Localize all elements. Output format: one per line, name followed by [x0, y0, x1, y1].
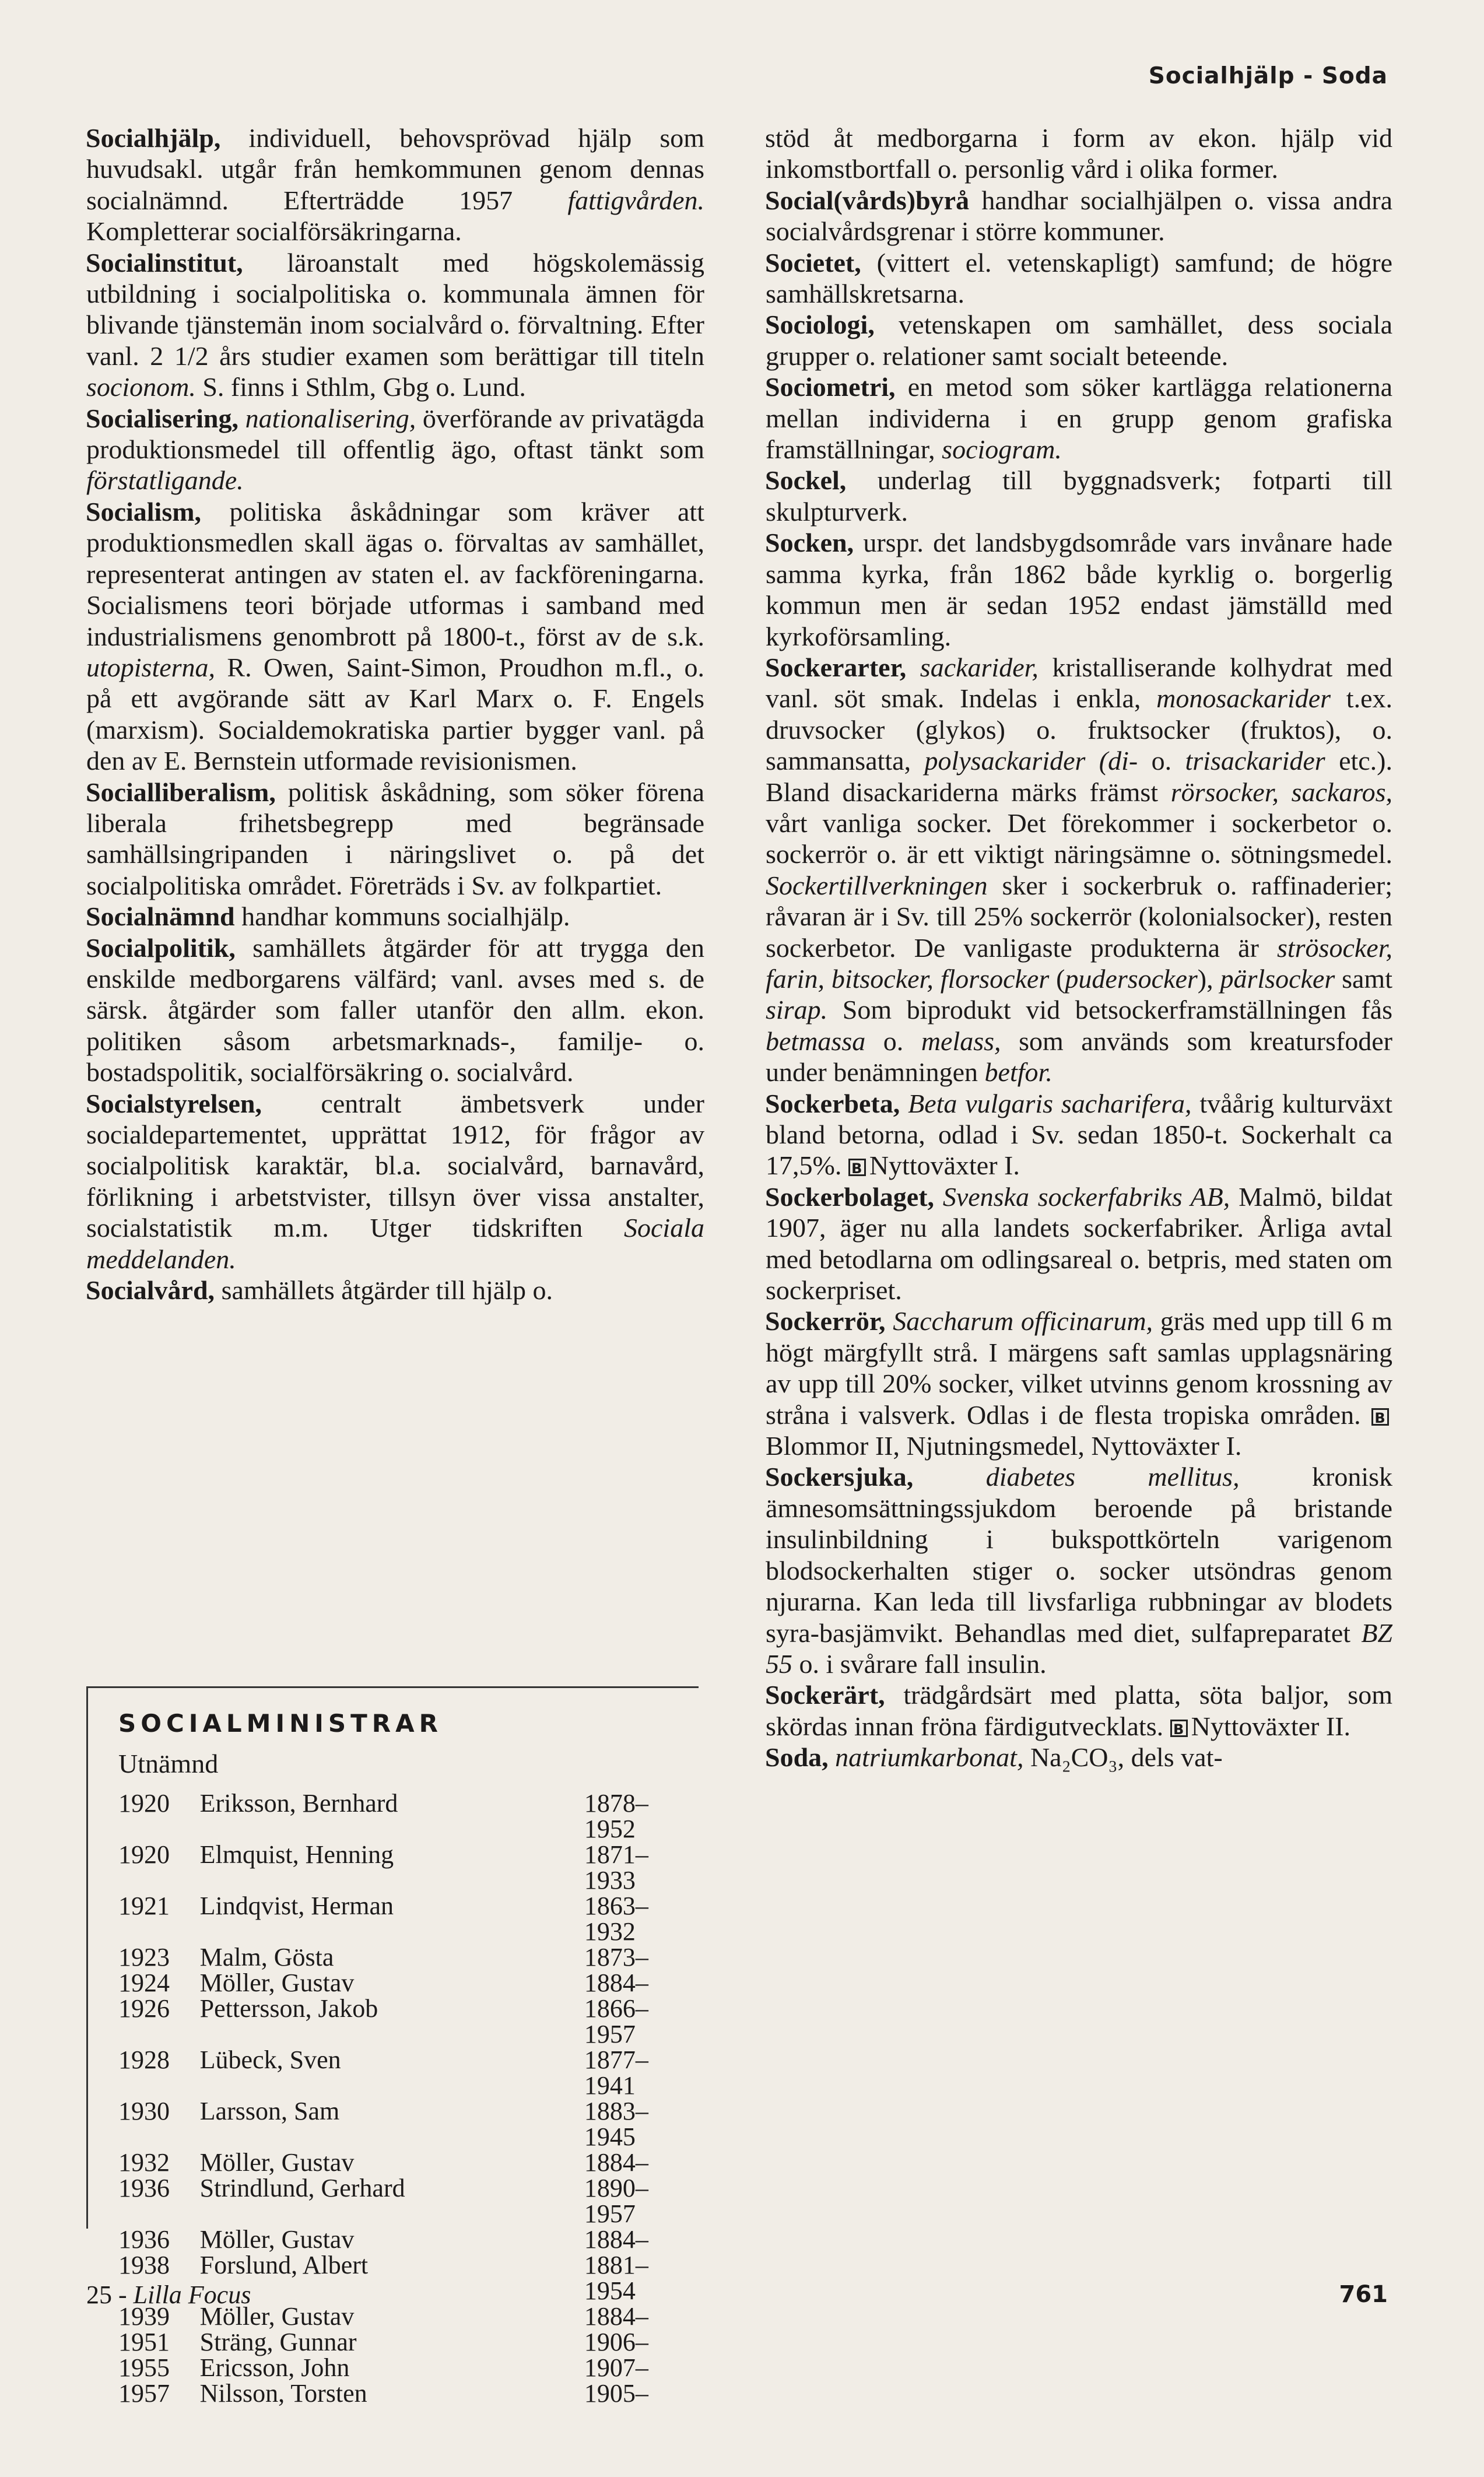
entry-term: Sockersjuka,	[765, 1462, 914, 1492]
minister-lifespan: 1877–1941	[584, 2046, 648, 2100]
entry-text: urspr. det landsbygdsområde vars invånare hade samma kyrka, från 1862 både kyrklig o. borgerlig kommun men är sedan 1952 endast jämställd med kyrkoförsamling.	[766, 528, 1392, 651]
entry-text: Nyttoväxter I.	[869, 1150, 1020, 1181]
signature-text: - Lilla Focus	[112, 2280, 251, 2309]
minister-year: 1921	[118, 1892, 170, 1920]
minister-year: 1936	[118, 2174, 170, 2202]
entry-italic-term: sirap.	[766, 995, 828, 1025]
entry-text: centralt ämbetsverk under socialdepartementet, upprättat 1912, för frågor av socialpolitisk karaktär, bl.a. socialvård, barnavård, förlikning i arbetstvister, tillsyn över vissa anstalter, socialstatistik m.m. Utger tidskriften	[86, 1088, 704, 1243]
minister-name: Lindqvist, Herman	[199, 1892, 394, 1920]
minister-name: Möller, Gustav	[199, 2302, 355, 2331]
entry-text: underlag till byggnadsverk; fotparti till skulpturverk.	[766, 465, 1392, 527]
dictionary-entry	[86, 777, 704, 901]
minister-year: 1924	[118, 1969, 170, 1997]
entry-term: Sociologi,	[765, 310, 875, 340]
entry-text: ),	[1197, 963, 1220, 994]
entry-term: Socialvård,	[86, 1275, 215, 1306]
entry-text: Malmö, bildat 1907, äger nu alla landets sockerfabriker. Årliga avtal med betodlarna om odlingsareal o. betpris, med staten om sockerpriset.	[766, 1181, 1392, 1306]
minister-name: Lübeck, Sven	[199, 2046, 341, 2074]
entry-text: handhar kommuns socialhjälp.	[234, 901, 570, 932]
entry-text: t.ex. druvsocker (glykos) o. fruktsocker (fruktos), o. sammansatta,	[766, 683, 1392, 776]
minister-year: 1920	[118, 1789, 170, 1818]
minister-year: 1951	[118, 2328, 170, 2356]
minister-lifespan: 1863–1932	[584, 1892, 648, 1946]
minister-name: Forslund, Albert	[199, 2251, 369, 2279]
entry-text	[886, 1306, 893, 1336]
entry-term: Socialhjälp,	[86, 123, 221, 153]
entry-text: sker i sockerbruk o. raffinaderier; råvaran är i Sv. till 25% sockerrör (kolonialsocker), resten sockerbetor. De vanligaste produkterna är	[766, 870, 1392, 963]
minister-lifespan: 1881–1954	[584, 2251, 648, 2305]
dictionary-entry	[766, 247, 1392, 310]
table-row	[118, 1945, 699, 1970]
dictionary-entry	[86, 122, 704, 247]
entry-italic-term: trisackarider	[1185, 746, 1325, 776]
entry-text: etc.). Bland disackariderna märks främst	[766, 746, 1393, 807]
entry-italic-term: sociogram.	[942, 434, 1062, 465]
minister-name: Larsson, Sam	[199, 2097, 340, 2125]
entry-text: kronisk ämnesomsättningssjukdom beroende på bristande insulinbildning i bukspottkörteln varigenom blodsockerhalten stiger o. socker utsöndras genom njurarna. Kan leda till livsfarliga rubbningar av blodets syra-basjämvikt. Behandlas med diet, sulfapreparatet	[766, 1462, 1392, 1648]
dictionary-entry	[766, 1181, 1392, 1306]
table-row	[118, 1970, 699, 1996]
dictionary-entry	[766, 465, 1392, 527]
minister-year: 1923	[118, 1943, 170, 1971]
table-row	[118, 2047, 699, 2099]
minister-lifespan: 1884–	[584, 1969, 648, 1997]
entry-text: (	[1049, 963, 1065, 994]
entry-italic-term: melass,	[921, 1026, 1001, 1056]
entry-italic-term: pärlsocker	[1220, 963, 1335, 994]
minister-year: 1920	[118, 1840, 170, 1869]
minister-name: Pettersson, Jakob	[199, 1994, 378, 2023]
minister-name: Möller, Gustav	[199, 2148, 355, 2177]
entry-term: Socialism,	[86, 496, 202, 527]
minister-name: Elmquist, Henning	[199, 1840, 394, 1869]
entry-term: Socialisering,	[86, 403, 238, 433]
minister-year: 1955	[118, 2353, 170, 2382]
dictionary-entry	[86, 1275, 704, 1306]
minister-lifespan: 1890–1957	[584, 2174, 648, 2228]
entry-term: Socialnämnd	[86, 901, 235, 932]
minister-lifespan: 1878–1952	[584, 1789, 648, 1843]
dictionary-entry	[766, 1461, 1392, 1679]
dictionary-entry	[86, 901, 704, 932]
entry-italic-term: betmassa	[766, 1026, 866, 1056]
illustration-ref-icon: B	[1170, 1720, 1188, 1737]
dictionary-entry	[86, 247, 704, 403]
entry-italic-term: pudersocker	[1065, 963, 1198, 994]
entry-text: o. i svårare fall insulin.	[792, 1648, 1047, 1679]
table-row	[118, 2227, 699, 2253]
minister-year: 1939	[118, 2302, 170, 2331]
entry-text: (vittert el. vetenskapligt) samfund; de högre samhällskretsarna.	[766, 247, 1392, 309]
entry-text: o.	[865, 1026, 921, 1056]
entry-italic-term: rörsocker, sackaros,	[1170, 777, 1393, 807]
entry-italic-term: Saccharum officinarum,	[893, 1306, 1153, 1336]
dictionary-entry	[766, 185, 1392, 247]
page-number: 761	[1339, 2281, 1388, 2308]
entry-italic-term: utopisterna,	[86, 652, 216, 682]
entry-text: en metod som söker kartlägga relationerna mellan individerna i en grupp genom grafiska framställningar,	[766, 372, 1392, 465]
ministers-box-subtitle: Utnämnd	[118, 1749, 219, 1778]
entry-term: Sockerärt,	[765, 1680, 885, 1710]
entry-text: samt	[1335, 963, 1392, 994]
entry-term: Sociometri,	[765, 372, 896, 402]
entry-term: Sockerrör,	[765, 1306, 886, 1336]
minister-lifespan: 1906–	[584, 2328, 648, 2356]
table-row	[118, 1842, 699, 1893]
entry-italic-term: socionom.	[86, 372, 196, 402]
entry-text: handhar socialhjälpen o. vissa andra socialvårdsgrenar i större kommuner.	[766, 185, 1392, 247]
minister-year: 1936	[118, 2225, 170, 2254]
entry-text: o.	[1138, 746, 1185, 776]
entry-text: samhällets åtgärder till hjälp o.	[215, 1275, 553, 1306]
entry-italic-term: Beta vulgaris sacharifera,	[908, 1088, 1192, 1118]
illustration-ref-icon: B	[848, 1159, 866, 1176]
minister-lifespan: 1884–	[584, 2148, 648, 2177]
minister-lifespan: 1873–	[584, 1943, 648, 1971]
entry-text: tvåårig kulturväxt bland betorna, odlad i Sv. sedan 1850-t. Sockerhalt ca 17,5%.	[766, 1088, 1392, 1181]
entry-text: samhällets åtgärder för att trygga den enskilde medborgarens välfärd; vanl. avses med s. de särsk. åtgärder som faller utanför den allm. ekon. politiken såsom arbetsmarknads-, familje- o. bostadspolitik, socialförsäkring o. socialvård.	[86, 932, 704, 1087]
dictionary-entry	[766, 1306, 1392, 1461]
dictionary-entry	[766, 527, 1392, 652]
entry-text: Som biprodukt vid betsockerframställningen fås	[827, 995, 1392, 1025]
entry-text	[906, 652, 920, 682]
entry-italic-term: nationalisering,	[245, 403, 416, 433]
table-row	[118, 1893, 699, 1945]
entry-italic-term: diabetes mellitus,	[985, 1462, 1240, 1492]
dictionary-entry	[766, 1679, 1392, 1742]
dictionary-entry	[86, 403, 704, 496]
table-row	[118, 2329, 699, 2355]
dictionary-entry	[766, 1088, 1392, 1181]
entry-term: Sockerbolaget,	[765, 1181, 935, 1212]
table-row	[118, 1791, 699, 1842]
left-column	[86, 122, 704, 1306]
entry-text	[900, 1089, 908, 1118]
dictionary-entry	[766, 122, 1392, 185]
entry-term: Sockerbeta,	[765, 1088, 900, 1118]
minister-year: 1932	[118, 2148, 170, 2177]
entry-text	[829, 1742, 836, 1772]
minister-lifespan: 1884–	[584, 2225, 648, 2254]
entry-text: politiska åskådningar som kräver att produktionsmedlen skall ägas o. förvaltas av samhället, representerat antingen av staten el. av fackföreningarna. Socialismens teori började utformas i samband med industrialismens genombrott på 1800-t., först av de s.k.	[86, 496, 704, 651]
minister-name: Ericsson, John	[199, 2353, 350, 2382]
minister-year: 1926	[118, 1994, 170, 2023]
entry-text: överförande av privatägda produktionsmedel till offentlig ägo, oftast tänkt som	[86, 403, 704, 465]
entry-italic-term: monosackarider	[1156, 683, 1331, 714]
entry-italic-term: betfor.	[984, 1057, 1053, 1087]
table-row	[118, 1996, 699, 2047]
entry-term: Soda,	[765, 1742, 829, 1773]
table-row	[118, 2099, 699, 2150]
minister-lifespan: 1866–1957	[584, 1994, 648, 2048]
entry-italic-term: Sociala meddelanden.	[86, 1213, 704, 1274]
entry-text: vetenskapen om samhället, dess sociala grupper o. relationer samt socialt beteende.	[766, 310, 1392, 371]
signature-number: 25	[86, 2280, 112, 2309]
dictionary-entry	[766, 1742, 1392, 1773]
entry-italic-term: polysackarider (di-	[924, 746, 1138, 776]
minister-name: Möller, Gustav	[199, 2225, 355, 2254]
minister-lifespan: 1884–	[584, 2302, 648, 2331]
minister-name: Möller, Gustav	[199, 1969, 355, 1997]
entry-italic-term: fattigvården.	[567, 185, 704, 215]
entry-term: Socialliberalism,	[86, 777, 276, 807]
entry-text: Kompletterar socialförsäkringarna.	[86, 216, 462, 247]
entry-italic-term: förstatligande.	[86, 465, 244, 496]
minister-name: Eriksson, Bernhard	[199, 1789, 398, 1818]
entry-text	[934, 1182, 943, 1212]
entry-term: Societet,	[765, 247, 861, 278]
entry-text: gräs med upp till 6 m högt märgfyllt strå. I märgens saft samlas upplagsnäring av upp till 20% socker, vilket utvinns genom krossning av stråna i valsverk. Odlas i de flesta tropiska områden.	[766, 1306, 1392, 1430]
entry-term: Socken,	[765, 528, 854, 558]
entry-text: kristalliserande kolhydrat med vanl. söt smak. Indelas i enkla,	[766, 652, 1392, 714]
minister-lifespan: 1907–	[584, 2353, 648, 2382]
minister-lifespan: 1883–1945	[584, 2097, 648, 2151]
entry-text: Blommor II, Njutningsmedel, Nyttoväxter I.	[766, 1431, 1242, 1461]
entry-text: vårt vanliga socker. Det förekommer i sockerbetor o. sockerrör o. är ett viktigt näringsämne o. sötningsmedel.	[766, 808, 1392, 869]
entry-term: Sockel,	[765, 465, 847, 496]
table-row	[118, 2381, 699, 2406]
entry-term: Social(vårds)byrå	[765, 185, 970, 215]
running-head: Socialhjälp - Soda	[1148, 63, 1388, 89]
entry-text: Nyttoväxter II.	[1191, 1711, 1350, 1741]
entry-term: Socialinstitut,	[86, 247, 243, 278]
entry-text: stöd åt medborgarna i form av ekon. hjälp vid inkomstbortfall o. personlig vård i olika former.	[765, 123, 1392, 184]
minister-lifespan: 1871–1933	[584, 1840, 648, 1894]
entry-text	[238, 404, 245, 433]
minister-year: 1957	[118, 2379, 170, 2408]
ministers-box-title: SOCIALMINISTRAR	[118, 1709, 443, 1738]
entry-italic-term: Svenska sockerfabriks AB,	[942, 1181, 1230, 1212]
illustration-ref-icon: B	[1371, 1408, 1389, 1426]
minister-lifespan: 1905–	[584, 2379, 648, 2408]
entry-term: Socialpolitik,	[86, 932, 236, 963]
entry-text: som används som kreatursfoder under benämningen	[766, 1026, 1392, 1087]
entry-text: läroanstalt med högskolemässig utbildning i socialpolitiska o. kommunala ämnen för blivande tjänstemän inom socialvård o. förvaltning. Efter vanl. 2 1/2 års studier examen som berättigar till titeln	[86, 247, 704, 371]
dictionary-entry	[766, 309, 1392, 371]
dictionary-entry	[86, 932, 704, 1088]
minister-year: 1938	[118, 2251, 170, 2279]
table-row	[118, 2355, 699, 2381]
dictionary-entry	[766, 652, 1392, 1088]
entry-italic-term: sackarider,	[920, 652, 1039, 682]
minister-name: Sträng, Gunnar	[199, 2328, 357, 2356]
entry-italic-term: natriumkarbonat,	[835, 1742, 1024, 1773]
minister-name: Nilsson, Torsten	[199, 2379, 367, 2408]
entry-text: Na₂CO₃, dels vat-	[1023, 1742, 1223, 1773]
dictionary-entry	[86, 496, 704, 777]
entry-term: Socialstyrelsen,	[86, 1088, 262, 1118]
right-column	[766, 122, 1392, 1773]
entry-text: politisk åskådning, som söker förena liberala frihetsbegrepp med begränsade samhällsingripanden i näringslivet o. på det socialpolitiska området. Företräds i Sv. av folkpartiet.	[86, 777, 704, 900]
entry-italic-term: Sockertillverkningen	[766, 870, 988, 900]
minister-name: Strindlund, Gerhard	[199, 2174, 405, 2202]
entry-text: trädgårdsärt med platta, söta baljor, som skördas innan fröna färdigutvecklats.	[766, 1680, 1392, 1741]
dictionary-entry	[766, 371, 1392, 465]
entry-term: Sockerarter,	[765, 652, 907, 682]
entry-text: individuell, behovsprövad hjälp som huvudsakl. utgår från hemkommunen genom dennas socialnämnd. Efterträdde 1957	[86, 123, 704, 215]
entry-text	[913, 1462, 985, 1492]
minister-year: 1930	[118, 2097, 170, 2125]
entry-text: S. finns i Sthlm, Gbg o. Lund.	[195, 372, 526, 402]
entry-italic-term: strösocker, farin, bitsocker, florsocker	[766, 932, 1392, 994]
dictionary-entry	[86, 1088, 704, 1275]
table-row	[118, 2150, 699, 2176]
entry-italic-term: BZ 55	[766, 1618, 1392, 1679]
table-row	[118, 2176, 699, 2227]
entry-text: R. Owen, Saint-Simon, Proudhon m.fl., o. på ett avgörande sätt av Karl Marx o. F. Engels (marxism). Socialdemokratiska partier bygger vanl. på den av E. Bernstein utformade revisionismen.	[86, 652, 704, 776]
ministers-table	[118, 1791, 699, 2406]
minister-year: 1928	[118, 2046, 170, 2074]
minister-name: Malm, Gösta	[199, 1943, 334, 1971]
printer-signature	[86, 2280, 251, 2310]
